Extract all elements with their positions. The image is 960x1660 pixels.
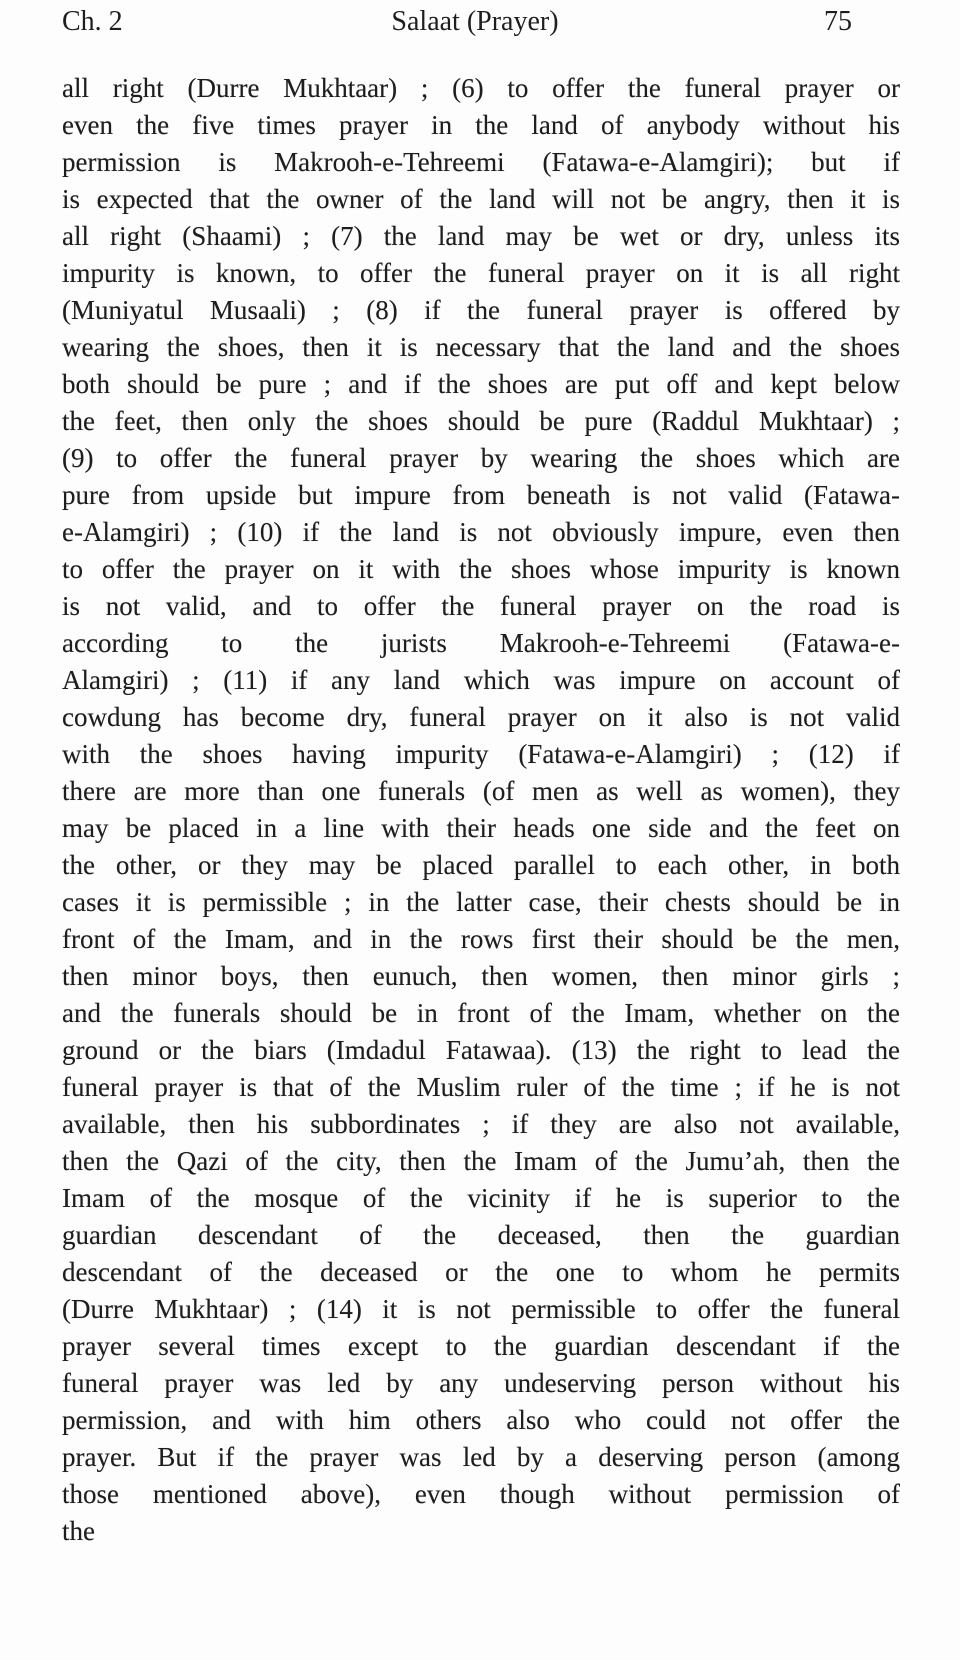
text-line: all right (Durre Mukhtaar) ; (6) to offer the funeral prayer or xyxy=(62,73,900,103)
page-number: 75 xyxy=(824,6,852,37)
page-title: Salaat (Prayer) xyxy=(391,6,559,37)
text-line: then the Qazi of the city, then the Imam of the Jumu’ah, then the xyxy=(62,1146,900,1176)
text-line: prayer. But if the prayer was led by a deserving person (among xyxy=(62,1442,900,1472)
text-line: may be placed in a line with their heads one side and the feet on xyxy=(62,813,900,843)
text-line: impurity is known, to offer the funeral prayer on it is all right xyxy=(62,258,900,288)
text-line: pure from upside but impure from beneath is not valid (Fatawa- xyxy=(62,480,900,510)
text-line: the feet, then only the shoes should be pure (Raddul Mukhtaar) ; xyxy=(62,406,900,436)
text-line: front of the Imam, and in the rows first their should be the men, xyxy=(62,924,900,954)
text-line: available, then his subbordinates ; if they are also not available, xyxy=(62,1109,900,1139)
text-line: cases it is permissible ; in the latter case, their chests should be in xyxy=(62,887,900,917)
text-line: ground or the biars (Imdadul Fatawaa). (13) the right to lead the xyxy=(62,1035,900,1065)
text-line: permission is Makrooh-e-Tehreemi (Fatawa-e-Alamgiri); but if xyxy=(62,147,900,177)
text-line: funeral prayer is that of the Muslim ruler of the time ; if he is not xyxy=(62,1072,900,1102)
text-line: all right (Shaami) ; (7) the land may be wet or dry, unless its xyxy=(62,221,900,251)
text-line: Alamgiri) ; (11) if any land which was impure on account of xyxy=(62,665,900,695)
text-line: wearing the shoes, then it is necessary that the land and the shoes xyxy=(62,332,900,362)
text-line: the xyxy=(62,1516,95,1546)
body-text xyxy=(62,70,900,1550)
text-line: and the funerals should be in front of the Imam, whether on the xyxy=(62,998,900,1028)
text-line: prayer several times except to the guardian descendant if the xyxy=(62,1331,900,1361)
text-line: both should be pure ; and if the shoes are put off and kept below xyxy=(62,369,900,399)
text-line: (Durre Mukhtaar) ; (14) it is not permissible to offer the funeral xyxy=(62,1294,900,1324)
text-line: descendant of the deceased or the one to whom he permits xyxy=(62,1257,900,1287)
text-line: is not valid, and to offer the funeral prayer on the road is xyxy=(62,591,900,621)
text-line: with the shoes having impurity (Fatawa-e-Alamgiri) ; (12) if xyxy=(62,739,900,769)
text-line: permission, and with him others also who could not offer the xyxy=(62,1405,900,1435)
text-line: to offer the prayer on it with the shoes whose impurity is known xyxy=(62,554,900,584)
text-line: there are more than one funerals (of men as well as women), they xyxy=(62,776,900,806)
text-line: is expected that the owner of the land will not be angry, then it is xyxy=(62,184,900,214)
text-line: e-Alamgiri) ; (10) if the land is not obviously impure, even then xyxy=(62,517,900,547)
text-line: (Muniyatul Musaali) ; (8) if the funeral prayer is offered by xyxy=(62,295,900,325)
text-line: then minor boys, then eunuch, then women, then minor girls ; xyxy=(62,961,900,991)
text-line: (9) to offer the funeral prayer by wearing the shoes which are xyxy=(62,443,900,473)
text-line: the other, or they may be placed parallel to each other, in both xyxy=(62,850,900,880)
text-line: funeral prayer was led by any undeserving person without his xyxy=(62,1368,900,1398)
page-header xyxy=(0,4,960,44)
text-line: Imam of the mosque of the vicinity if he is superior to the xyxy=(62,1183,900,1213)
text-line: cowdung has become dry, funeral prayer on it also is not valid xyxy=(62,702,900,732)
chapter-label: Ch. 2 xyxy=(62,6,123,37)
text-line: according to the jurists Makrooh-e-Tehreemi (Fatawa-e- xyxy=(62,628,900,658)
text-line: those mentioned above), even though without permission of xyxy=(62,1479,900,1509)
text-line: guardian descendant of the deceased, then the guardian xyxy=(62,1220,900,1250)
text-line: even the five times prayer in the land of anybody without his xyxy=(62,110,900,140)
